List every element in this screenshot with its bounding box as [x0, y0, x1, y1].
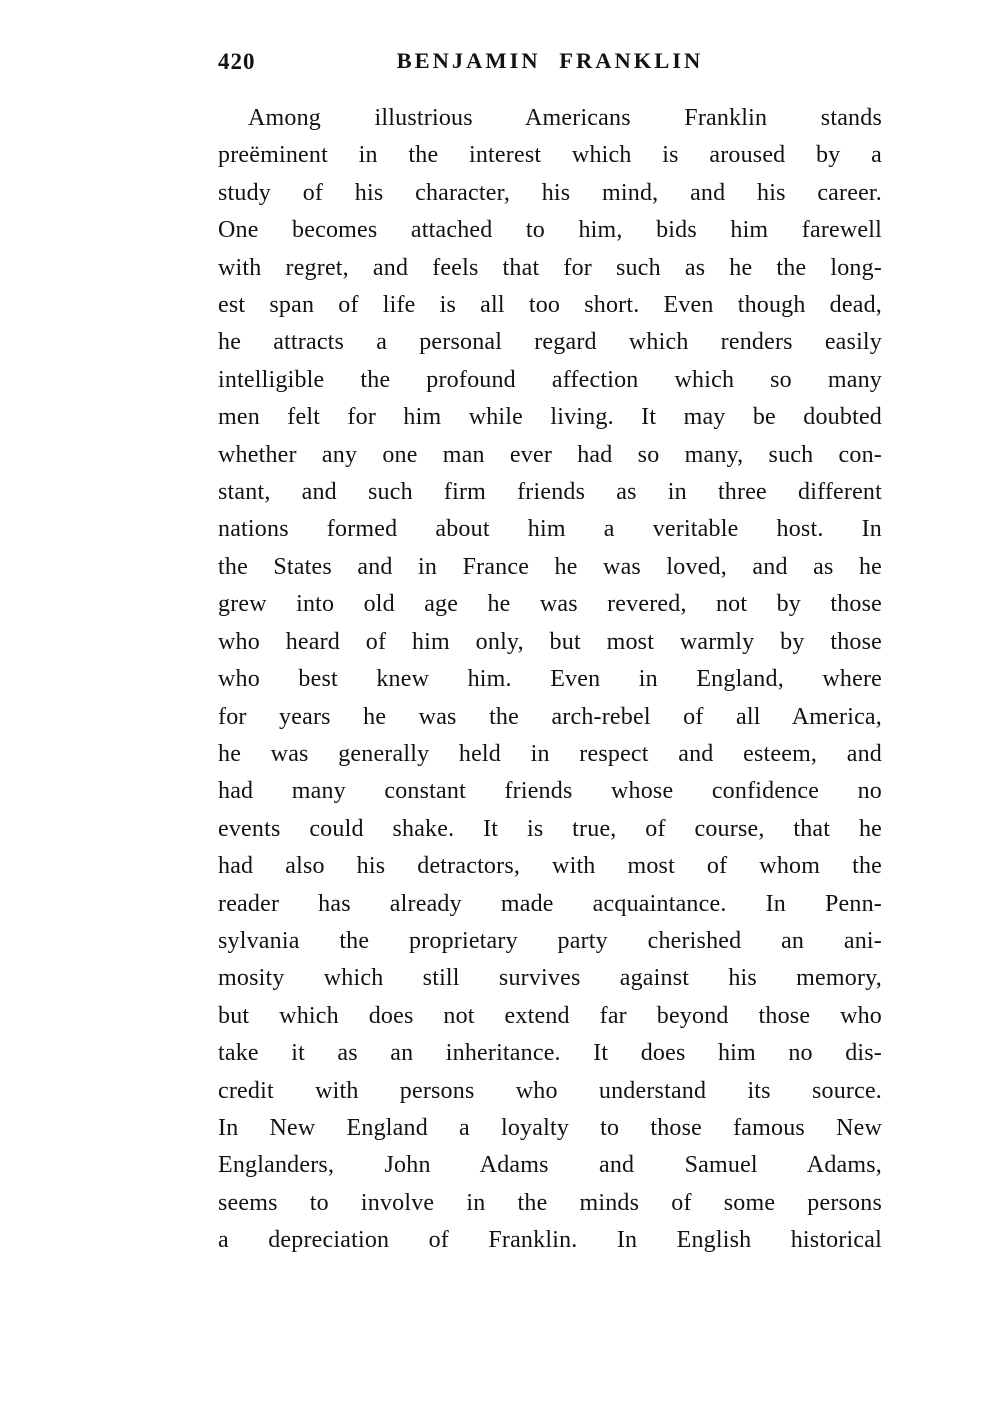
- text-line: seems to involve in the minds of some persons: [218, 1189, 882, 1216]
- page-number: 420: [218, 49, 256, 74]
- text-line: credit with persons who understand its source.: [218, 1077, 882, 1104]
- text-line: had also his detractors, with most of whom the: [218, 853, 882, 880]
- text-line: a depreciation of Franklin. In English historical: [218, 1227, 882, 1254]
- text-line: for years he was the arch-rebel of all America,: [218, 703, 882, 730]
- text-line: In New England a loyalty to those famous New: [218, 1114, 882, 1141]
- text-line: whether any one man ever had so many, such con-: [218, 441, 882, 468]
- text-line: events could shake. It is true, of course, that he: [218, 815, 882, 842]
- text-line: est span of life is all too short. Even though dead,: [218, 292, 882, 319]
- text-line: take it as an inheritance. It does him no dis-: [218, 1040, 882, 1067]
- running-title: BENJAMIN FRANKLIN: [396, 48, 704, 73]
- text-line: men felt for him while living. It may be doubted: [218, 404, 882, 431]
- text-line: he was generally held in respect and esteem, and: [218, 740, 882, 767]
- text-line: who best knew him. Even in England, where: [218, 666, 882, 693]
- text-line: sylvania the proprietary party cherished an ani-: [218, 927, 882, 954]
- text-line: preëminent in the interest which is aroused by a: [218, 142, 882, 169]
- text-line: Englanders, John Adams and Samuel Adams,: [218, 1152, 882, 1179]
- text-line: the States and in France he was loved, and as he: [218, 553, 882, 580]
- page-body: [218, 100, 882, 1260]
- text-line: nations formed about him a veritable host. In: [218, 516, 882, 543]
- text-line: stant, and such firm friends as in three different: [218, 479, 882, 506]
- text-line: study of his character, his mind, and his career.: [218, 179, 882, 206]
- text-line: reader has already made acquaintance. In Penn-: [218, 890, 882, 917]
- text-line: mosity which still survives against his memory,: [218, 965, 882, 992]
- text-line: had many constant friends whose confidence no: [218, 778, 882, 805]
- text-line: Among illustrious Americans Franklin stands: [248, 105, 882, 131]
- text-line: who heard of him only, but most warmly by those: [218, 628, 882, 655]
- text-line: he attracts a personal regard which renders easily: [218, 329, 882, 356]
- text-line: grew into old age he was revered, not by those: [218, 591, 882, 618]
- page-header: [218, 48, 882, 78]
- text-line: with regret, and feels that for such as he the long-: [218, 254, 882, 281]
- text-line: but which does not extend far beyond those who: [218, 1002, 882, 1029]
- text-line: One becomes attached to him, bids him farewell: [218, 217, 882, 244]
- text-line: intelligible the profound affection which so many: [218, 366, 882, 393]
